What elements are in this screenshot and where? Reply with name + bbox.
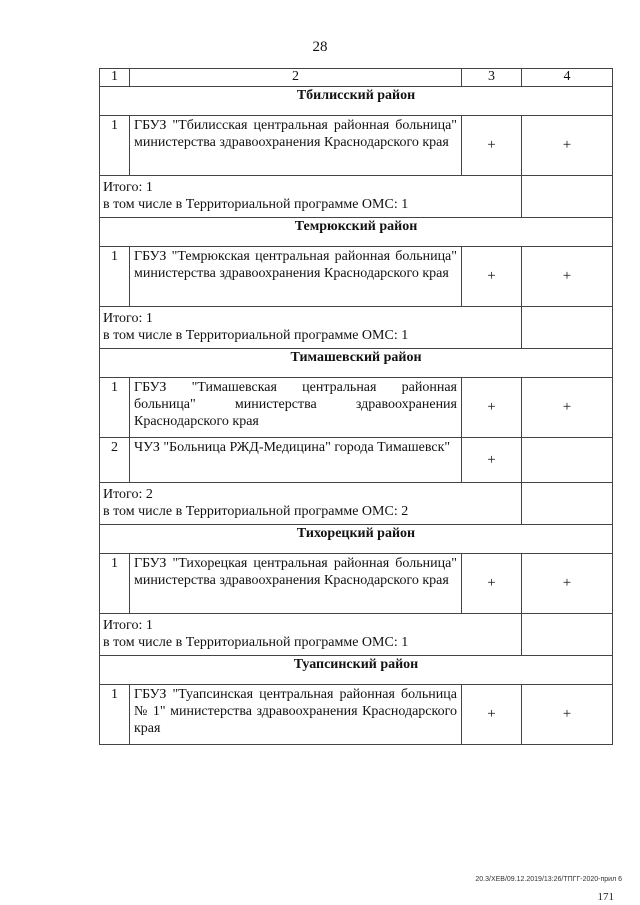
total-row — [100, 176, 613, 218]
district-heading: Тихорецкий район — [100, 525, 613, 554]
total-text — [100, 176, 522, 218]
total-empty-cell — [522, 176, 613, 218]
facility-row — [100, 685, 613, 745]
row-number: 1 — [100, 378, 130, 438]
row-number: 1 — [100, 554, 130, 614]
district-heading-row — [100, 218, 613, 247]
total-oms: в том числе в Территориальной программе ОМС: 1 — [103, 635, 409, 650]
col3-mark: + — [462, 685, 522, 745]
facilities-table — [99, 68, 613, 745]
facility-name: ЧУЗ "Больница РЖД-Медицина" города Тимашевск" — [130, 438, 462, 483]
facility-name: ГБУЗ "Туапсинская центральная районная больница № 1" министерства здравоохранения Краснодарского края — [130, 685, 462, 745]
col3-mark: + — [462, 247, 522, 307]
facility-row — [100, 116, 613, 176]
col3-mark: + — [462, 438, 522, 483]
total-empty-cell — [522, 614, 613, 656]
district-heading-row — [100, 656, 613, 685]
total-oms: в том числе в Территориальной программе ОМС: 2 — [103, 504, 409, 519]
total-count: Итого: 1 — [103, 311, 153, 326]
col4-mark: + — [522, 554, 613, 614]
total-row — [100, 483, 613, 525]
total-oms: в том числе в Территориальной программе ОМС: 1 — [103, 197, 409, 212]
col4-mark — [522, 438, 613, 483]
column-header-3: 3 — [462, 69, 522, 87]
district-heading-row — [100, 87, 613, 116]
row-number: 1 — [100, 685, 130, 745]
total-row — [100, 307, 613, 349]
total-oms: в том числе в Территориальной программе ОМС: 1 — [103, 328, 409, 343]
facility-name: ГБУЗ "Тимашевская центральная районная больница" министерства здравоохранения Краснодарского края — [130, 378, 462, 438]
col4-mark: + — [522, 247, 613, 307]
col4-mark: + — [522, 685, 613, 745]
district-heading-row — [100, 349, 613, 378]
district-heading-row — [100, 525, 613, 554]
column-number-row — [100, 69, 613, 87]
row-number: 1 — [100, 116, 130, 176]
total-text — [100, 614, 522, 656]
district-heading: Туапсинский район — [100, 656, 613, 685]
col4-mark: + — [522, 116, 613, 176]
col3-mark: + — [462, 116, 522, 176]
column-header-4: 4 — [522, 69, 613, 87]
total-count: Итого: 1 — [103, 618, 153, 633]
document-code: 20.3/ХЕВ/09.12.2019/13:26/ТПГГ-2020-прил 6 — [475, 876, 622, 883]
facility-name: ГБУЗ "Тихорецкая центральная районная больница" министерства здравоохранения Краснодарского края — [130, 554, 462, 614]
total-empty-cell — [522, 307, 613, 349]
facility-row — [100, 554, 613, 614]
facility-row — [100, 247, 613, 307]
column-header-1: 1 — [100, 69, 130, 87]
facility-name: ГБУЗ "Тбилисская центральная районная больница" министерства здравоохранения Краснодарского края — [130, 116, 462, 176]
row-number: 2 — [100, 438, 130, 483]
facility-row — [100, 438, 613, 483]
page-number: 28 — [312, 39, 328, 55]
total-count: Итого: 1 — [103, 180, 153, 195]
total-empty-cell — [522, 483, 613, 525]
district-heading: Тбилисский район — [100, 87, 613, 116]
total-text — [100, 483, 522, 525]
column-header-2: 2 — [130, 69, 462, 87]
district-heading: Темрюкский район — [100, 218, 613, 247]
total-row — [100, 614, 613, 656]
facility-name: ГБУЗ "Темрюкская центральная районная больница" министерства здравоохранения Краснодарского края — [130, 247, 462, 307]
col3-mark: + — [462, 378, 522, 438]
corner-page-number: 171 — [597, 891, 614, 903]
row-number: 1 — [100, 247, 130, 307]
col3-mark: + — [462, 554, 522, 614]
col4-mark: + — [522, 378, 613, 438]
total-count: Итого: 2 — [103, 487, 153, 502]
district-heading: Тимашевский район — [100, 349, 613, 378]
facility-row — [100, 378, 613, 438]
total-text — [100, 307, 522, 349]
